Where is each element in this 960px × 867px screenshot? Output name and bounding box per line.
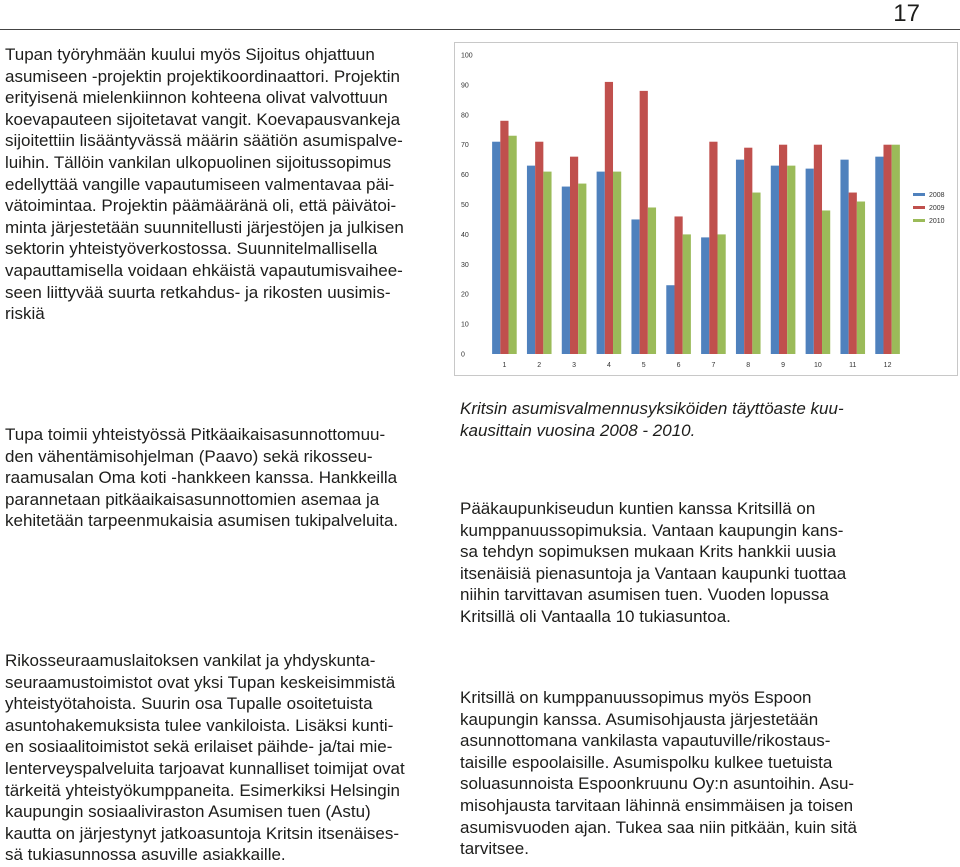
bar-2010-8 — [752, 193, 760, 354]
bar-2010-10 — [822, 210, 830, 354]
bar-2009-8 — [744, 148, 752, 354]
bar-2009-3 — [570, 157, 578, 354]
bar-2009-2 — [535, 142, 543, 354]
bar-2009-10 — [814, 145, 822, 354]
x-tick-label: 8 — [746, 362, 751, 369]
y-tick-label: 80 — [461, 112, 469, 120]
y-tick-label: 50 — [461, 202, 469, 209]
x-tick-label: 12 — [883, 362, 892, 369]
bar-2010-4 — [613, 172, 621, 354]
y-tick-label: 60 — [461, 172, 469, 180]
y-tick-label: 10 — [461, 321, 469, 329]
bar-2009-6 — [674, 216, 682, 354]
y-tick-label: 70 — [461, 142, 469, 150]
bar-2008-9 — [771, 166, 779, 354]
y-tick-label: 30 — [461, 261, 469, 269]
x-tick-label: 1 — [502, 362, 507, 369]
page-number: 17 — [893, 0, 920, 27]
bar-2010-1 — [509, 136, 517, 354]
bar-2008-11 — [840, 160, 848, 354]
occupancy-bar-chart — [454, 42, 958, 376]
legend-swatch-2009 — [913, 206, 925, 209]
y-tick-label: 100 — [461, 52, 473, 60]
bar-2010-9 — [787, 166, 795, 354]
bar-2009-4 — [605, 82, 613, 354]
bar-2008-12 — [875, 157, 883, 354]
bar-2009-5 — [640, 91, 648, 354]
x-tick-label: 3 — [572, 362, 577, 369]
chart-canvas — [455, 43, 957, 375]
bar-2008-10 — [806, 169, 814, 354]
paragraph-sijoitus: Tupan työryhmään kuului myös Sijoitus ohjattuun asumiseen -projektin projektikoordinaattori. Projektin erityisenä mielenkiinnon kohteena olivat valvottuun koevapauteen sijoitetavat vangit. Koevapausvankeja sijoitettiin lisääntyvässä määrin säätiön asumispalve- luihin. Tällöin vankilan ulkopuolinen sijoitussopimus edellyttää vangille vapautumiseen valmentavaa päi- vätoimintaa. Projektin päämääränä oli, että päivätoi- minta järjestetään suunnitellusti järjestöjen ja julkisen sektorin yhteistyöverkostossa. Suunnitelmallisella vapauttamisella voidaan ehkäistä vapautumisvaihee- seen liittyvää suurta retkahdus- ja rikosten uusimis- riskiä — [5, 45, 404, 324]
bar-2009-1 — [500, 121, 508, 354]
x-tick-label: 10 — [814, 362, 822, 369]
bar-2009-9 — [779, 145, 787, 354]
bar-2010-11 — [857, 202, 865, 354]
x-tick-label: 7 — [711, 362, 716, 369]
bar-2008-6 — [666, 285, 674, 354]
bar-2010-7 — [718, 234, 726, 354]
bar-2008-3 — [562, 187, 570, 354]
chart-caption: Kritsin asumisvalmennusyksiköiden täyttöaste kuu- kausittain vuosina 2008 - 2010. — [460, 399, 844, 440]
bar-2008-1 — [492, 142, 500, 354]
legend-swatch-2008 — [913, 193, 925, 196]
x-tick-label: 4 — [606, 362, 611, 369]
x-tick-label: 6 — [676, 362, 681, 369]
legend-label-2010: 2010 — [929, 218, 945, 225]
bar-2008-7 — [701, 237, 709, 354]
bar-2008-5 — [631, 219, 639, 354]
legend-label-2009: 2009 — [929, 205, 945, 212]
bar-2010-5 — [648, 207, 656, 354]
paragraph-vantaa: Pääkaupunkiseudun kuntien kanssa Kritsillä on kumppanuussopimuksia. Vantaan kaupungin kans- sa tehdyn sopimuksen mukaan Krits hankkii uusia itsenäisiä pienasuntoja ja Vantaan kaupunki tuottaa niihin tarvittavan asumisen tuen. Vuoden lopussa Kritsillä oli Vantaalla 10 tukiasuntoa. — [460, 499, 847, 626]
bar-2009-12 — [883, 145, 891, 354]
bar-2010-12 — [892, 145, 900, 354]
legend-label-2008: 2008 — [929, 192, 945, 199]
y-tick-label: 40 — [461, 231, 469, 239]
x-tick-label: 11 — [849, 362, 857, 369]
x-tick-label: 5 — [641, 362, 646, 369]
bar-2008-2 — [527, 166, 535, 354]
x-tick-label: 2 — [537, 362, 542, 369]
x-tick-label: 9 — [781, 362, 786, 369]
bar-2010-3 — [578, 184, 586, 354]
bar-2010-6 — [683, 234, 691, 354]
bar-2010-2 — [543, 172, 551, 354]
legend-swatch-2010 — [913, 219, 925, 222]
bar-2009-7 — [709, 142, 717, 354]
paragraph-espoo: Kritsillä on kumppanuussopimus myös Espoon kaupungin kanssa. Asumisohjausta järjestetään asunnottomana vankilasta vapautuville/rikostaus- taisille espoolaisille. Asumispolku kulkee tuetuista soluasunnoista Espoonkruunu Oy:n asuntoihin. Asu- misohjausta tarvitaan lähinnä ensimmäisen ja toisen asumisvuoden ajan. Tukea saa niin pitkään, kuin sitä tarvitsee. — [460, 688, 857, 859]
bar-2009-11 — [849, 193, 857, 354]
y-tick-label: 0 — [461, 351, 465, 359]
paragraph-paavo: Tupa toimii yhteistyössä Pitkäaikaisasunnottomuu- den vähentämisohjelman (Paavo) sekä rikosseu- raamusalan Oma koti -hankkeen kanssa. Hankkeilla parannetaan pitkäaikaisasunnottomien asemaa ja kehitetään tarpeenmukaisia asumisen tukipalveluita. — [5, 425, 399, 531]
y-tick-label: 20 — [461, 291, 469, 299]
header-rule — [0, 29, 960, 30]
paragraph-rikosseuraamus: Rikosseuraamuslaitoksen vankilat ja yhdyskunta- seuraamustoimistot ovat yksi Tupan keskeisimmistä yhteistyötahoista. Suurin osa Tupalle osoitetuista asuntohakemuksista tulee vankiloista. Lisäksi kunti- en sosiaalitoimistot sekä erilaiset päihde- ja/tai mie- lenterveyspalveluita tarjoavat kunnalliset toimijat ovat tärkeitä yhteistyökumppaneita. Esimerkiksi Helsingin kaupungin sosiaaliviraston Asumisen tuen (Astu) kautta on järjestynyt jatkoasuntoja Kritsin itsenäises- sä tukiasunnossa asuville asiakkaille. — [5, 651, 405, 865]
bar-2008-8 — [736, 160, 744, 354]
y-tick-label: 90 — [461, 82, 469, 90]
bar-2008-4 — [597, 172, 605, 354]
